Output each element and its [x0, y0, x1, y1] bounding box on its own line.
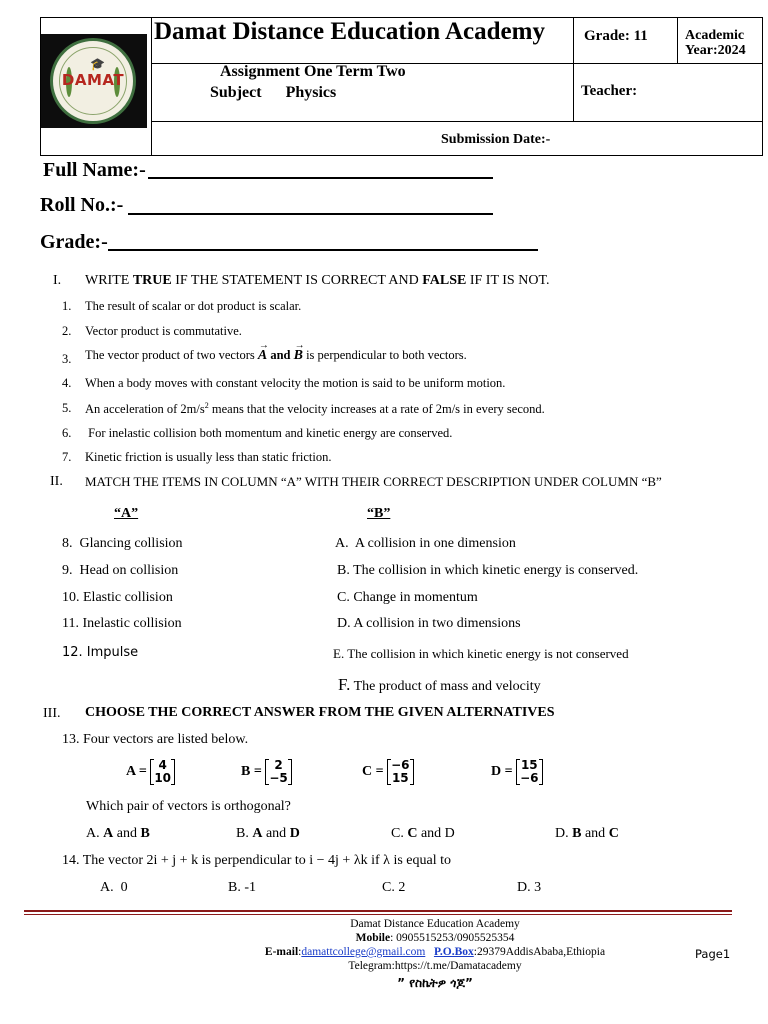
answer-option: D. 3	[517, 880, 542, 895]
column-a-heading: “A”	[114, 506, 139, 521]
tf-statement: Vector product is commutative.	[85, 324, 242, 338]
vector-b: → B	[293, 340, 305, 363]
vector-b-def: B = 2 −5	[241, 759, 292, 785]
section-1-heading: WRITE TRUE IF THE STATEMENT IS CORRECT AND FALSE IF IT IS NOT.	[85, 273, 550, 288]
tf-number: 1.	[62, 299, 72, 313]
tf-number: 7.	[62, 450, 72, 464]
academy-logo	[41, 34, 147, 128]
vector-b-matrix: 2 −5	[265, 759, 291, 785]
tf-statement: The vector product of two vectors → A and → B is perpendicular to both vectors.	[85, 340, 467, 363]
email-link[interactable]: damattcollege@gmail.com	[301, 946, 426, 958]
answer-option: A. A and B	[86, 826, 150, 841]
vector-d-def: D = 15 −6	[491, 759, 543, 785]
divider	[573, 18, 574, 121]
full-name-label: Full Name:-	[43, 159, 146, 181]
section-3-heading: CHOOSE THE CORRECT ANSWER FROM THE GIVEN ALTERNATIVES	[85, 705, 555, 720]
subject-value: Physics	[285, 84, 337, 101]
match-item-a: 10. Elastic collision	[62, 590, 173, 605]
assignment-title: Assignment One Term Two	[220, 63, 406, 80]
match-item-b: A. A collision in one dimension	[335, 536, 516, 551]
logo-seal	[50, 38, 136, 124]
footer-mobile: Mobile: 0905515253/0905525354	[355, 932, 515, 944]
footer-academy: Damat Distance Education Academy	[350, 918, 520, 930]
answer-option: B. -1	[228, 880, 256, 895]
match-item-a: 9. Head on collision	[62, 563, 179, 578]
divider	[677, 18, 678, 64]
tf-statement: The result of scalar or dot product is scalar.	[85, 299, 302, 313]
academic-year	[685, 28, 746, 58]
match-item-a: 12. Impulse	[62, 645, 139, 660]
subject-label: Subject	[210, 84, 262, 101]
answer-option: D. B and C	[555, 826, 619, 841]
question-14: 14. The vector 2i + j + k is perpendicular to i − 4j + λk if λ is equal to	[62, 853, 451, 868]
tf-statement: An acceleration of $2m/s^2$ means that the velocity increases at a rate of 2m/s in every second.	[85, 401, 545, 417]
logo-text: DAMAT	[61, 71, 125, 89]
vector-c-matrix: −6 15	[387, 759, 413, 785]
grade-label: Grade:-	[40, 231, 108, 253]
footer-telegram[interactable]: Telegram:https://t.me/Damatacademy	[348, 960, 522, 972]
vector-a: → A	[257, 340, 269, 363]
academy-name: Damat Distance Education Academy	[154, 18, 545, 45]
tf-number: 4.	[62, 376, 72, 390]
full-name-blank[interactable]	[148, 177, 493, 179]
academic-year-line1: Academic	[685, 28, 745, 43]
tf-statement: For inelastic collision both momentum and kinetic energy are conserved.	[85, 426, 453, 440]
section-1-number: I.	[53, 273, 62, 288]
answer-option: A. 0	[100, 880, 128, 895]
vector-c-def: C = −6 15	[362, 759, 414, 785]
section-2-heading: MATCH THE ITEMS IN COLUMN “A” WITH THEIR CORRECT DESCRIPTION UNDER COLUMN “B”	[85, 474, 662, 489]
vector-a-def: A = 4 10	[126, 759, 175, 785]
match-item-b: C. Change in momentum	[337, 590, 478, 605]
answer-option: B. A and D	[236, 826, 300, 841]
match-item-b: D. A collision in two dimensions	[337, 616, 521, 631]
section-2-number: II.	[50, 474, 63, 489]
answer-option: C. C and D	[391, 826, 455, 841]
match-item-b: B. The collision in which kinetic energy is conserved.	[337, 563, 639, 578]
question-13: 13. Four vectors are listed below.	[62, 732, 249, 747]
footer-contact: E-mail:damattcollege@gmail.com P.O.Box:29379AddisAbaba,Ethiopia	[264, 946, 606, 958]
tf-number: 2.	[62, 324, 72, 338]
roll-no-blank[interactable]	[128, 213, 493, 215]
tf-number: 6.	[62, 426, 72, 440]
teacher-label: Teacher:	[581, 83, 638, 99]
vector-a-matrix: 4 10	[150, 759, 175, 785]
match-item-b: F. The product of mass and velocity	[338, 675, 541, 694]
vector-d-matrix: 15 −6	[516, 759, 542, 785]
answer-option: C. 2	[382, 880, 406, 895]
submission-date-label: Submission Date:-	[441, 132, 551, 147]
column-b-heading: “B”	[367, 506, 391, 521]
divider	[151, 18, 152, 155]
tf-number: 5.	[62, 401, 72, 415]
match-item-a: 11. Inelastic collision	[62, 616, 182, 631]
footer-rule	[24, 910, 732, 912]
grade-header: Grade: 11	[584, 28, 648, 44]
footer-motto: ” የስኬትዎ ጎጆ”	[397, 976, 473, 990]
tf-statement: When a body moves with constant velocity the motion is said to be uniform motion.	[85, 376, 506, 390]
subject-line	[210, 84, 336, 102]
tf-number: 3.	[62, 352, 72, 366]
footer-rule	[24, 914, 732, 915]
divider	[151, 121, 763, 122]
tf-statement: Kinetic friction is usually less than static friction.	[85, 450, 332, 464]
match-item-b: E. The collision in which kinetic energy is not conserved	[333, 646, 629, 661]
grade-blank[interactable]	[108, 249, 538, 251]
academic-year-line2: Year:2024	[685, 43, 746, 58]
question-13-prompt: Which pair of vectors is orthogonal?	[86, 799, 291, 814]
match-item-a: 8. Glancing collision	[62, 536, 183, 551]
graduation-cap-icon: 🎓	[90, 57, 105, 71]
page-number: Page1	[695, 947, 731, 961]
roll-no-label: Roll No.:-	[40, 194, 124, 216]
pobox-label: P.O.Box	[433, 946, 474, 958]
section-3-number: III.	[43, 706, 61, 721]
